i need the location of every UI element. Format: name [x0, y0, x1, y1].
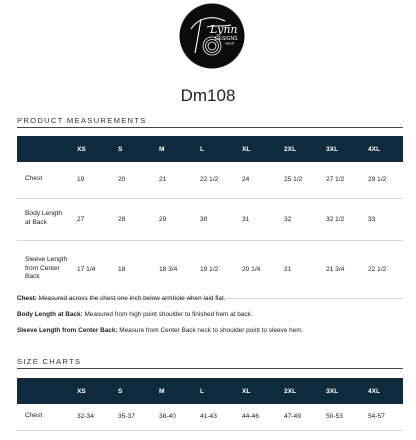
size-header: XL [234, 136, 276, 162]
table-cell: 41-43 [192, 404, 234, 430]
size-header: S [110, 378, 151, 404]
note-term: Body Length at Back: [17, 311, 83, 318]
table-cell: 33 [360, 198, 403, 240]
size-header: M [151, 136, 192, 162]
table-cell: 28 [110, 198, 151, 240]
table-cell: 27 [69, 198, 110, 240]
product-measurements-heading [17, 116, 403, 125]
size-header: XL [234, 378, 276, 404]
table-cell: 29 [151, 198, 192, 240]
table-cell: 54-57 [360, 404, 403, 430]
measurement-note-chest [17, 295, 403, 302]
table-cell: 50-53 [318, 404, 360, 430]
table-row [17, 240, 403, 298]
section-title: PRODUCT MEASUREMENTS [17, 116, 147, 125]
table-cell: 20 [110, 162, 151, 198]
table-cell: 17 1/4 [69, 240, 110, 298]
section-title: SIZE CHARTS [17, 357, 82, 366]
section-divider [17, 127, 403, 128]
measurement-note-sleeve-length [17, 327, 403, 334]
header-blank-cell [17, 378, 69, 404]
size-header: 3XL [318, 378, 360, 404]
size-header: 4XL [360, 136, 403, 162]
table-cell: 22 1/2 [192, 162, 234, 198]
size-header: XS [69, 136, 110, 162]
note-text: Measured across the chest one inch below armhole when laid flat. [36, 295, 226, 302]
table-cell: 27 1/2 [318, 162, 360, 198]
table-cell: 30 [192, 198, 234, 240]
table-cell: 32-34 [69, 404, 110, 430]
section-divider [17, 368, 403, 369]
table-cell: 22 1/2 [360, 240, 403, 298]
brand-logo [179, 3, 245, 69]
table-cell: 20 1/4 [234, 240, 276, 298]
logo-script-text: Lynn [210, 23, 238, 36]
table-header-row [17, 378, 403, 404]
size-header: S [110, 136, 151, 162]
row-label: Chest [17, 404, 69, 430]
logo-caps-text: DESIGNS [215, 36, 238, 42]
table-cell: 38-40 [151, 404, 192, 430]
size-header: 3XL [318, 136, 360, 162]
product-code: Dm108 [180, 86, 236, 105]
size-header: 2XL [276, 378, 318, 404]
measurement-note-body-length [17, 311, 403, 318]
table-cell: 24 [234, 162, 276, 198]
table-cell: 25 1/2 [276, 162, 318, 198]
size-charts-table [17, 378, 403, 431]
row-label: Sleeve Length from Center Back [17, 240, 69, 298]
table-cell: 19 [69, 162, 110, 198]
note-term: Chest: [17, 295, 37, 302]
size-header: M [151, 378, 192, 404]
table-row [17, 162, 403, 198]
size-header: XS [69, 378, 110, 404]
size-header: L [192, 378, 234, 404]
size-header: 2XL [276, 136, 318, 162]
table-cell: 21 3/4 [318, 240, 360, 298]
note-text: Measure from Center Back neck to shoulder point to sleeve hem. [117, 327, 304, 334]
table-cell: 19 1/2 [192, 240, 234, 298]
table-cell: 21 [276, 240, 318, 298]
table-cell: 29 1/2 [360, 162, 403, 198]
row-label: Body Length at Back [17, 198, 69, 240]
table-cell: 44-46 [234, 404, 276, 430]
note-text: Measured from high point shoulder to finished hem at back. [82, 311, 253, 318]
table-cell: 35-37 [110, 404, 151, 430]
table-cell: 31 [234, 198, 276, 240]
table-cell: 21 [151, 162, 192, 198]
logo-small-text: WEAR [225, 41, 234, 46]
table-row [17, 404, 403, 430]
size-header: 4XL [360, 378, 403, 404]
table-header-row [17, 136, 403, 162]
table-row [17, 198, 403, 240]
table-cell: 18 3/4 [151, 240, 192, 298]
note-term: Sleeve Length from Center Back: [17, 327, 118, 334]
table-cell: 47-49 [276, 404, 318, 430]
table-cell: 18 [110, 240, 151, 298]
product-measurements-table [17, 136, 403, 299]
table-cell: 32 1/2 [318, 198, 360, 240]
table-cell: 32 [276, 198, 318, 240]
header-blank-cell [17, 136, 69, 162]
row-label: Chest [17, 162, 69, 198]
size-charts-heading [17, 357, 403, 366]
size-header: L [192, 136, 234, 162]
